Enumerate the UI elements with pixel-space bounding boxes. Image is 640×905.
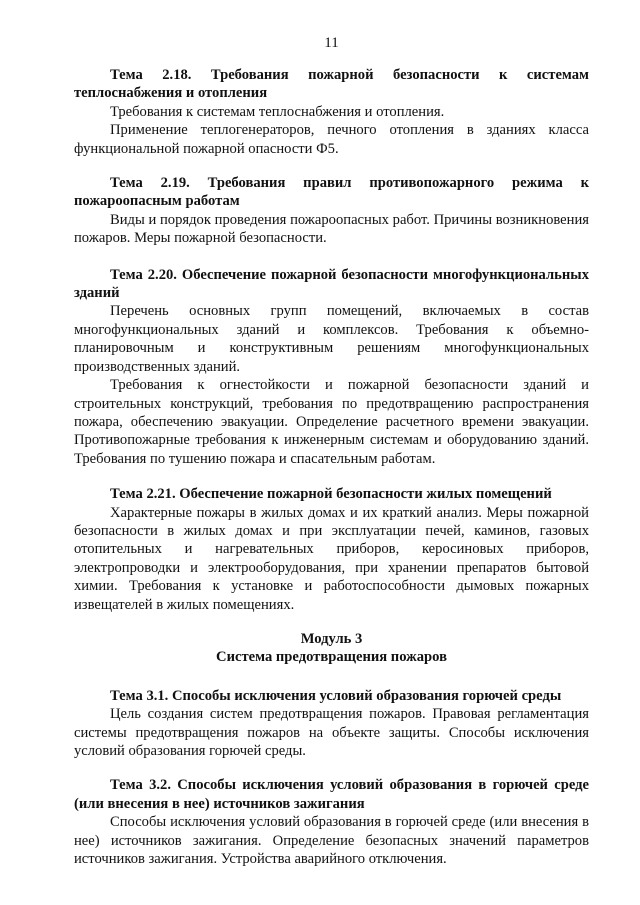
section-topic-2-18 <box>74 66 589 158</box>
module-heading <box>74 630 589 667</box>
section-topic-2-19 <box>74 174 589 248</box>
page-number: 11 <box>324 35 339 51</box>
section-topic-3-1 <box>74 687 589 761</box>
paragraph: Применение теплогенераторов, печного отопления в зданиях класса функциональной пожарной опасности Ф5. <box>74 122 589 157</box>
document-page <box>74 34 589 886</box>
section-title: Тема 2.21. Обеспечение пожарной безопасности жилых помещений <box>110 486 552 503</box>
module-title: Система предотвращения пожаров <box>216 649 447 666</box>
section-topic-3-2 <box>74 776 589 868</box>
section-title: Тема 2.19. Требования правил противопожарного режима к пожароопасным работам <box>74 175 589 210</box>
section-title: Тема 3.2. Способы исключения условий образования в горючей среде (или внесения в нее) источников зажигания <box>74 777 589 812</box>
module-number: Модуль 3 <box>300 630 363 647</box>
paragraph: Требования к системам теплоснабжения и отопления. <box>110 103 445 120</box>
section-topic-2-20 <box>74 266 589 468</box>
paragraph: Характерные пожары в жилых домах и их краткий анализ. Меры пожарной безопасности в жилых домах и при эксплуатации печей, каминов, газовых отопительных и нагревательных приборов, керосиновых приборов, электропроводки и электрооборудования, при хранении препаратов бытовой химии. Требования к установке и работоспособности дымовых пожарных извещателей в жилых помещениях. <box>74 504 589 613</box>
paragraph: Цель создания систем предотвращения пожаров. Правовая регламентация системы предотвращения пожаров на объекте защиты. Способы исключения условий образования горючей среды. <box>74 706 589 759</box>
section-title: Тема 3.1. Способы исключения условий образования горючей среды <box>110 687 562 704</box>
section-title: Тема 2.18. Требования пожарной безопасности к системам теплоснабжения и отопления <box>74 67 589 102</box>
paragraph: Перечень основных групп помещений, включаемых в состав многофункциональных зданий и комплексов. Требования к объемно-планировочным и конструктивным решениям многофункциональных производственных зданий. <box>74 303 589 375</box>
paragraph: Способы исключения условий образования в горючей среде (или внесения в нее) источников зажигания. Определение безопасных значений параметров источников зажигания. Устройства аварийного отключения. <box>74 814 589 868</box>
paragraph: Требования к огнестойкости и пожарной безопасности зданий и строительных конструкций, требования по предотвращению распространения пожара, обеспечению эвакуации. Определение расчетного времени эвакуации. Противопожарные требования к инженерным системам и оборудованию зданий. Требования по тушению пожара и спасательным работам. <box>74 377 589 467</box>
section-title: Тема 2.20. Обеспечение пожарной безопасности многофункциональных зданий <box>74 266 589 302</box>
paragraph: Виды и порядок проведения пожароопасных работ. Причины возникновения пожаров. Меры пожарной безопасности. <box>74 211 589 247</box>
section-topic-2-21 <box>74 485 589 614</box>
